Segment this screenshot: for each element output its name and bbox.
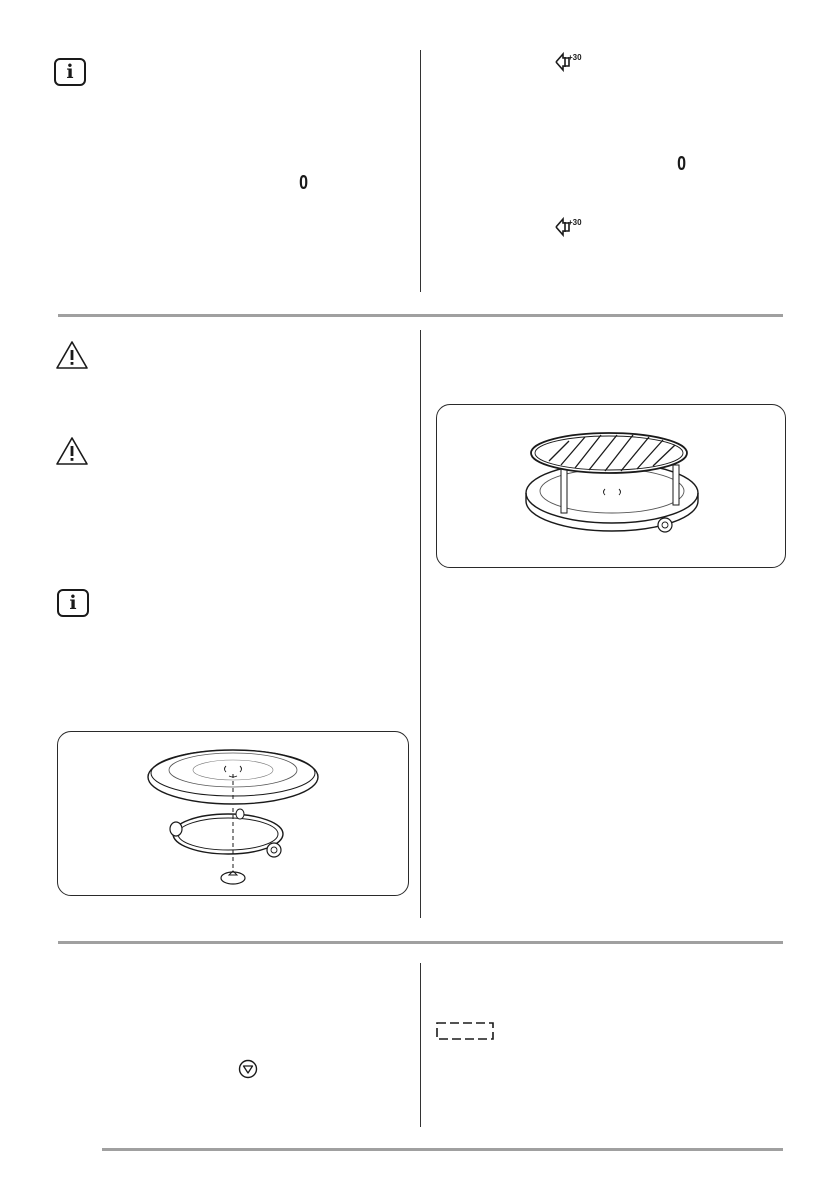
warning-icon xyxy=(55,436,89,466)
stop-button-icon xyxy=(238,1059,258,1079)
empty-display-icon xyxy=(436,1022,494,1040)
column-divider xyxy=(420,50,421,292)
plus-30-seconds-icon xyxy=(552,51,582,73)
info-icon: i xyxy=(57,589,89,617)
zero-digit: 0 xyxy=(299,172,309,194)
turntable-assembly-illustration xyxy=(57,731,409,896)
page-bottom-rule xyxy=(102,1148,783,1151)
zero-digit-right: 0 xyxy=(677,153,687,175)
column-divider xyxy=(420,963,421,1127)
section-rule xyxy=(58,314,783,317)
plus-30-label: +30 xyxy=(568,218,582,227)
rack-on-turntable-illustration xyxy=(436,404,786,568)
section-rule xyxy=(58,941,783,944)
warning-icon xyxy=(55,340,89,370)
info-icon: i xyxy=(54,58,86,86)
plus-30-label: +30 xyxy=(568,53,582,62)
column-divider xyxy=(420,330,421,918)
plus-30-seconds-icon xyxy=(552,216,582,238)
